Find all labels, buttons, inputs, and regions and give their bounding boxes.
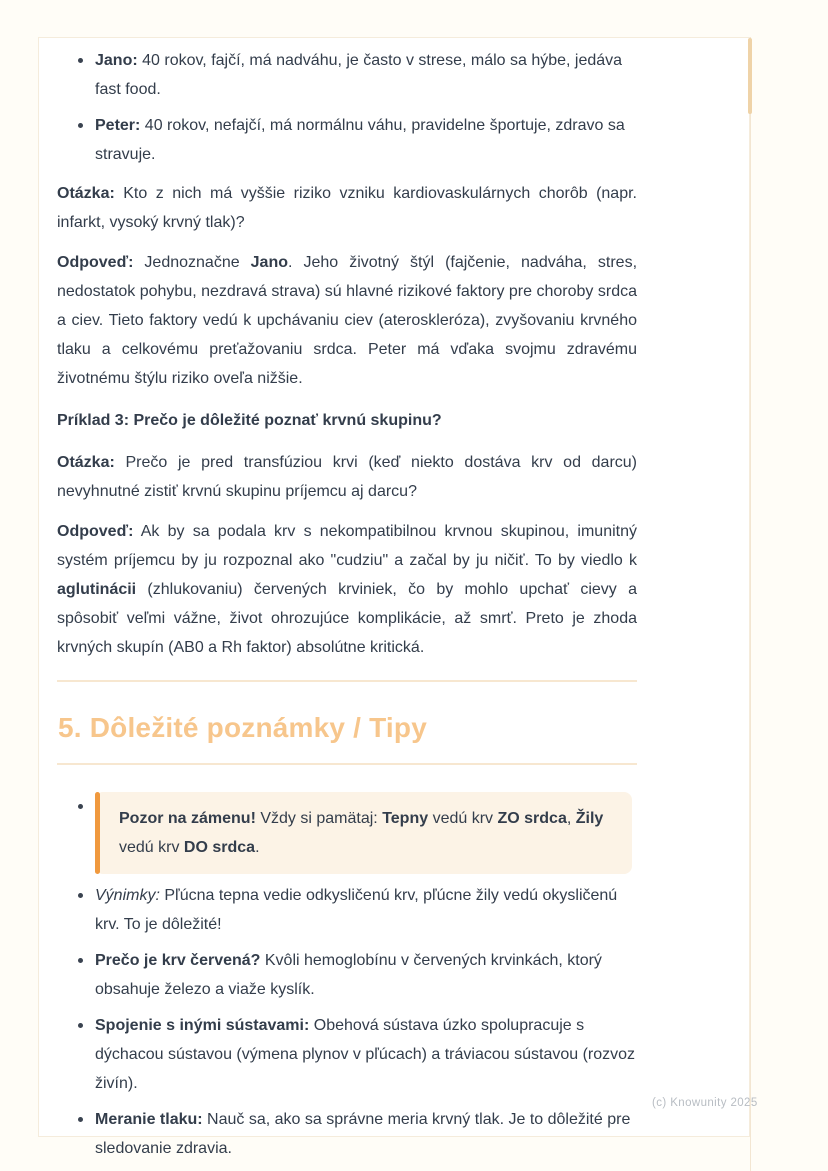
question-1 xyxy=(57,179,637,237)
question-text: Kto z nich má vyššie riziko vzniku kardiovaskulárnych chorôb (napr. infarkt, vysoký krvný tlak)? xyxy=(57,185,637,231)
answer-label: Odpoveď: xyxy=(57,254,134,271)
section-5-title: 5. Dôležité poznámky / Tipy xyxy=(58,712,427,743)
example-3-heading: Príklad 3: Prečo je dôležité poznať krvnú skupinu? xyxy=(57,412,442,429)
callout-text: vedú krv xyxy=(119,839,184,856)
section-divider-bottom xyxy=(57,763,637,765)
question-label: Otázka: xyxy=(57,185,115,202)
case-text: 40 rokov, fajčí, má nadváhu, je často v strese, málo sa hýbe, jedáva fast food. xyxy=(95,52,623,98)
answer-1 xyxy=(57,248,637,393)
answer-text: Ak by sa podala krv s nekompatibilnou krvnou skupinou, imunitný systém príjemcu by ju rozpoznal ako "cudziu" a začal by ju ničiť. To by viedlo k xyxy=(57,523,637,569)
tip-label: Spojenie s inými sústavami: xyxy=(95,1017,310,1034)
question-label: Otázka: xyxy=(57,454,115,471)
callout-accent-bar xyxy=(95,792,100,874)
callout-bold: Pozor na zámenu! xyxy=(119,810,256,827)
tip-label: Meranie tlaku: xyxy=(95,1111,203,1128)
list-item-tip xyxy=(57,1105,637,1163)
page-content xyxy=(39,38,639,1163)
tip-text: Kvôli hemoglobínu v červených krvinkách, ktorý obsahuje železo a viaže kyslík. xyxy=(95,952,602,998)
callout-text: . xyxy=(255,839,260,856)
tip-text: Obehová sústava úzko spolupracuje s dýchacou sústavou (výmena plynov v pľúcach) a tráviacou sústavou (rozvoz živín). xyxy=(95,1017,636,1092)
tips-list xyxy=(57,792,637,1163)
warning-callout xyxy=(95,792,632,874)
case-label: Jano: xyxy=(95,52,138,69)
case-label: Peter: xyxy=(95,117,141,134)
case-list xyxy=(57,46,637,169)
copyright-watermark: (c) Knowunity 2025 xyxy=(652,1097,758,1109)
callout-text: vedú krv xyxy=(428,810,498,827)
answer-bold-term: aglutinácii xyxy=(57,581,137,598)
list-item-tip xyxy=(57,1011,637,1098)
list-item-jano xyxy=(57,46,637,104)
scrollbar-track xyxy=(750,37,751,1171)
list-item-callout xyxy=(57,792,637,874)
callout-bold: ZO srdca xyxy=(497,810,567,827)
case-text: 40 rokov, nefajčí, má normálnu váhu, pravidelne športuje, zdravo sa stravuje. xyxy=(95,117,625,163)
notes-page-card xyxy=(38,37,750,1157)
answer-2 xyxy=(57,517,637,662)
callout-bold: Žily xyxy=(575,810,604,827)
callout-text: Vždy si pamätaj: xyxy=(255,810,383,827)
answer-label: Odpoveď: xyxy=(57,523,134,540)
tip-text: Nauč sa, ako sa správne meria krvný tlak. Je to dôležité pre sledovanie zdravia. xyxy=(95,1111,631,1157)
scrollbar-thumb[interactable] xyxy=(748,38,752,114)
callout-text: , xyxy=(566,810,576,827)
tip-label: Prečo je krv červená? xyxy=(95,952,261,969)
section-divider-top xyxy=(57,680,637,682)
tip-label: Výnimky: xyxy=(95,887,160,904)
list-item-peter xyxy=(57,111,637,169)
answer-text: (zhlukovaniu) červených krviniek, čo by mohlo upchať cievy a spôsobiť veľmi vážne, život ohrozujúce komplikácie, až smrť. Preto je zhoda krvných skupín (AB0 a Rh faktor) absolútne kritická. xyxy=(57,581,637,656)
question-text: Prečo je pred transfúziou krvi (keď niekto dostáva krv od darcu) nevyhnutné zistiť krvnú skupinu príjemcu aj darcu? xyxy=(57,454,637,500)
question-2 xyxy=(57,448,637,506)
answer-text: Jednoznačne xyxy=(133,254,251,271)
tip-text: Pľúcna tepna vedie odkysličenú krv, pľúcne žily vedú okysličenú krv. To je dôležité! xyxy=(95,887,618,933)
callout-bold: Tepny xyxy=(382,810,429,827)
answer-text: . Jeho životný štýl (fajčenie, nadváha, stres, nedostatok pohybu, nezdravá strava) sú hlavné rizikové faktory pre choroby srdca a ciev. Tieto faktory vedú k upchávaniu ciev (ateroskleróza), zvyšovaniu krvného tlaku a celkovému preťažovaniu srdca. Peter má vďaka svojmu zdravému životnému štýlu riziko oveľa nižšie. xyxy=(57,254,638,387)
list-item-tip xyxy=(57,881,637,939)
list-item-tip xyxy=(57,946,637,1004)
answer-bold-term: Jano xyxy=(250,254,288,271)
callout-bold: DO srdca xyxy=(183,839,256,856)
